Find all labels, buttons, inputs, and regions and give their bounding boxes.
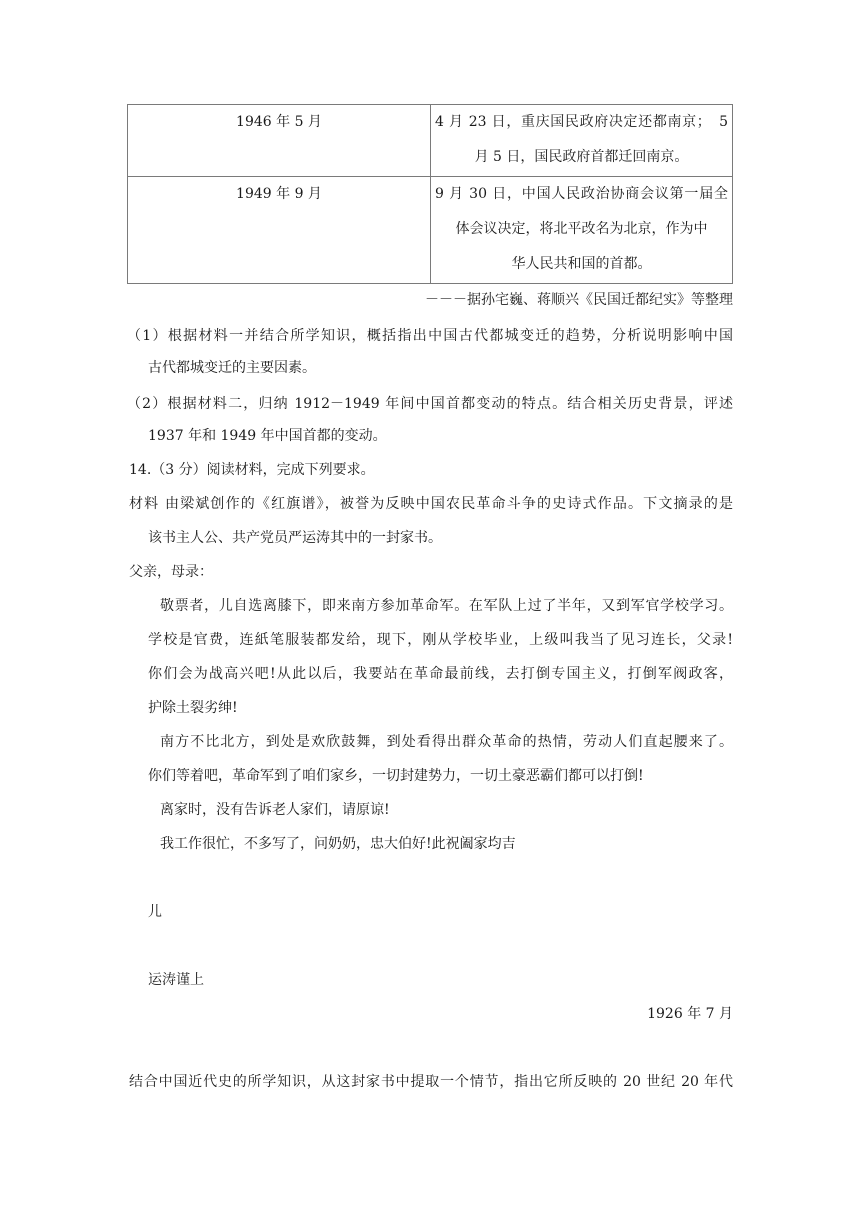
event-text-line: 9 月 30 日，中国人民政治协商会议第一届全	[435, 186, 728, 202]
question-1-line-2: 古代都城变迁的主要因素。	[148, 360, 316, 376]
letter-p2-line-1: 南方不比北方，到处是欢欣鼓舞，到处看得出群众革命的热情，劳动人们直起腰来了。	[160, 734, 733, 750]
letter-p1-line-3: 你们会为战高兴吧!从此以后，我要站在革命最前线，去打倒专国主义，打倒军阀政客，	[148, 666, 733, 682]
letter-p3: 离家时，没有告诉老人家们，请原谅!	[160, 802, 390, 818]
question-1-line-1: （1）根据材料一并结合所学知识，概括指出中国古代都城变迁的趋势，分析说明影响中国	[127, 328, 733, 344]
letter-p1-line-1: 敬票者，儿自选离膝下，即来南方参加革命军。在军队上过了半年，又到军官学校学习。	[160, 598, 733, 614]
material-line-2: 该书主人公、共产党员严运涛其中的一封家书。	[148, 530, 442, 546]
event-text-line: 月 5 日，国民政府首都迁回南京。	[474, 149, 689, 165]
letter-salutation: 父亲，母录：	[129, 564, 213, 580]
letter-p2-line-2: 你们等着吧，革命军到了咱们家乡，一切封建势力，一切土豪恶霸们都可以打倒!	[148, 768, 644, 784]
letter-date: 1926 年 7 月	[647, 1006, 733, 1022]
date-cell: 1949 年 9 月	[128, 177, 431, 284]
letter-p4: 我工作很忙，不多写了，问奶奶，忠大伯好!此祝阖家均吉	[160, 836, 516, 852]
event-text-line: 华人民共和国的首都。	[511, 256, 652, 272]
capital-timeline-table	[127, 104, 733, 284]
table-row	[128, 105, 733, 177]
final-question: 结合中国近代史的所学知识，从这封家书中提取一个情节，指出它所反映的 20 世纪 20 年代	[129, 1074, 733, 1090]
letter-sign-er: 儿	[148, 904, 162, 920]
question-2-line-2: 1937 年和 1949 年中国首都的变动。	[148, 428, 387, 444]
letter-sign-name: 运涛谨上	[148, 972, 204, 988]
event-text-line: 4 月 23 日，重庆国民政府决定还都南京； 5	[435, 114, 728, 130]
material-line-1: 材料 由梁斌创作的《红旗谱》，被誉为反映中国农民革命斗争的史诗式作品。下文摘录的是	[129, 496, 733, 512]
event-cell	[431, 177, 733, 284]
question-14-title: 14.（3 分）阅读材料，完成下列要求。	[129, 462, 375, 478]
question-2-line-1: （2）根据材料二，归纳 1912－1949 年间中国首都变动的特点。结合相关历史背景，评述	[127, 396, 733, 412]
date-cell: 1946 年 5 月	[128, 105, 431, 177]
event-cell	[431, 105, 733, 177]
letter-p1-line-2: 学校是官费，连紙笔服装都发给，现下，刚从学校毕业，上级叫我当了见习连长，父录!	[148, 632, 733, 648]
event-text-line: 体会议决定，将北平改名为北京，作为中	[455, 221, 708, 237]
source-note: －－－据孙宅巍、蒋顺兴《民国迁都纪实》等整理	[425, 292, 733, 308]
letter-p1-line-4: 护除土裂劣绅!	[148, 700, 238, 716]
table-row	[128, 177, 733, 284]
